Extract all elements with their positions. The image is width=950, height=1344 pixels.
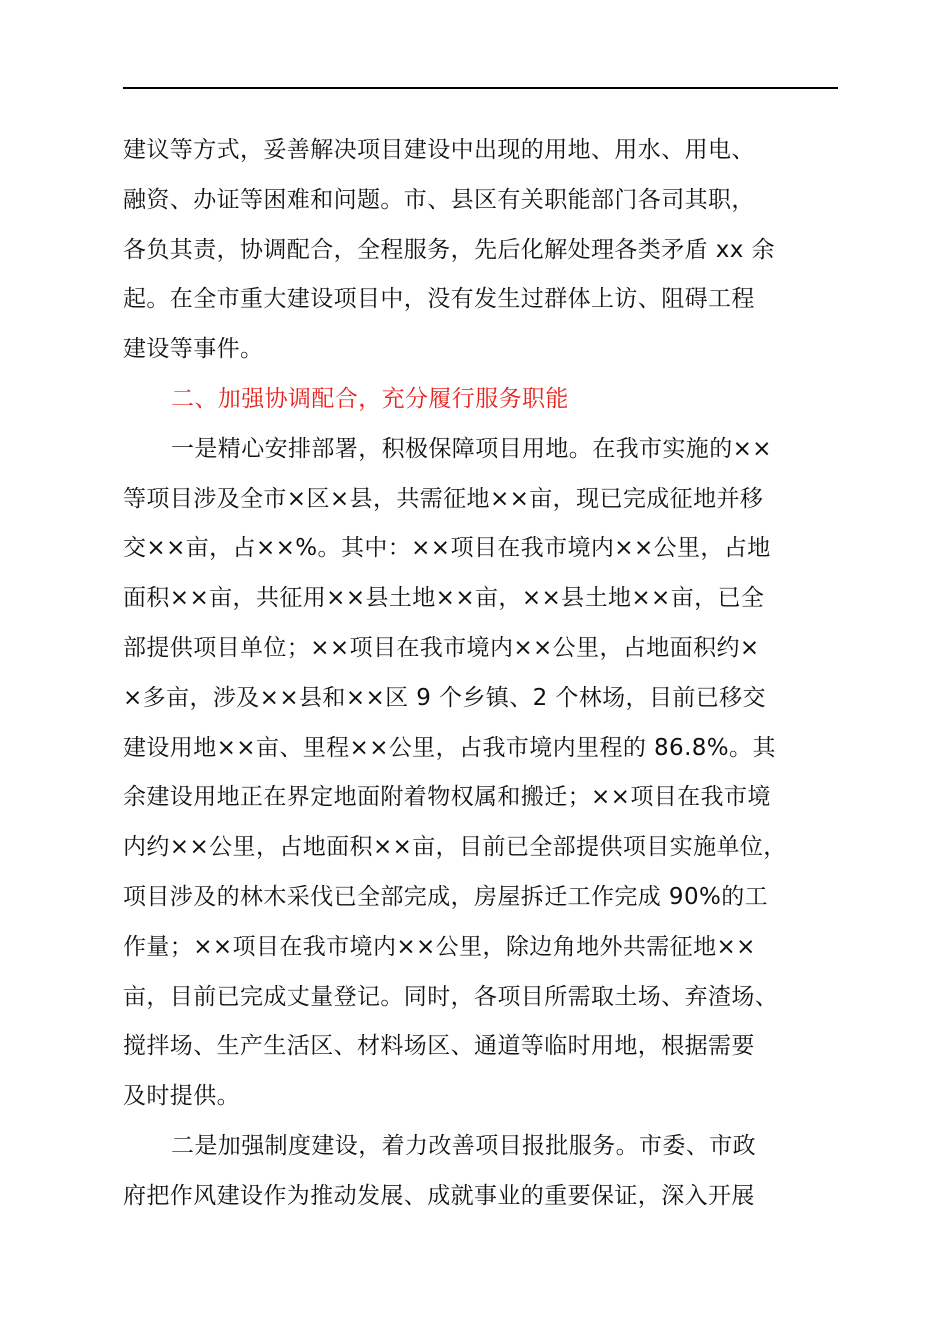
text-line: 交××亩，占××%。其中：××项目在我市境内××公里，占地 [123, 535, 771, 562]
paragraph-start-line: 一是精心安排部署，积极保障项目用地。在我市实施的×× [171, 435, 772, 462]
text-line: 府把作风建设作为推动发展、成就事业的重要保证，深入开展 [123, 1182, 755, 1209]
text-line: 作量；××项目在我市境内××公里，除边角地外共需征地×× [123, 933, 756, 960]
text-line: 融资、办证等困难和问题。市、县区有关职能部门各司其职， [123, 186, 755, 213]
text-line: 余建设用地正在界定地面附着物权属和搬迁；××项目在我市境 [123, 784, 771, 811]
text-line: 项目涉及的林木采伐已全部完成，房屋拆迁工作完成 90%的工 [123, 883, 769, 910]
section-heading: 二、加强协调配合，充分履行服务职能 [171, 385, 569, 412]
text-line: 等项目涉及全市×区×县，共需征地××亩，现已完成征地并移 [123, 485, 764, 512]
text-line: 部提供项目单位；××项目在我市境内××公里，占地面积约× [123, 634, 760, 661]
text-line: 建议等方式，妥善解决项目建设中出现的用地、用水、用电、 [123, 137, 755, 163]
text-line: 搅拌场、生产生活区、材料场区、通道等临时用地，根据需要 [123, 1033, 755, 1060]
header-rule [123, 87, 838, 89]
text-line: ×多亩，涉及××县和××区 9 个乡镇、2 个林场，目前已移交 [123, 684, 766, 711]
document-body [123, 126, 838, 1222]
text-line: 建设用地××亩、里程××公里，占我市境内里程的 86.8%。其 [123, 734, 776, 761]
text-line: 各负其责，协调配合，全程服务，先后化解处理各类矛盾 xx 余 [123, 236, 775, 263]
text-line: 内约××公里，占地面积××亩，目前已全部提供项目实施单位， [123, 834, 787, 861]
text-line: 亩，目前已完成丈量登记。同时，各项目所需取土场、弃渣场、 [123, 983, 779, 1010]
text-line: 面积××亩，共征用××县土地××亩，××县土地××亩，已全 [123, 585, 765, 612]
text-line: 建设等事件。 [123, 336, 264, 363]
paragraph-start-line: 二是加强制度建设，着力改善项目报批服务。市委、市政 [171, 1132, 756, 1159]
text-line: 起。在全市重大建设项目中，没有发生过群体上访、阻碍工程 [123, 286, 755, 313]
text-line: 及时提供。 [123, 1083, 240, 1110]
